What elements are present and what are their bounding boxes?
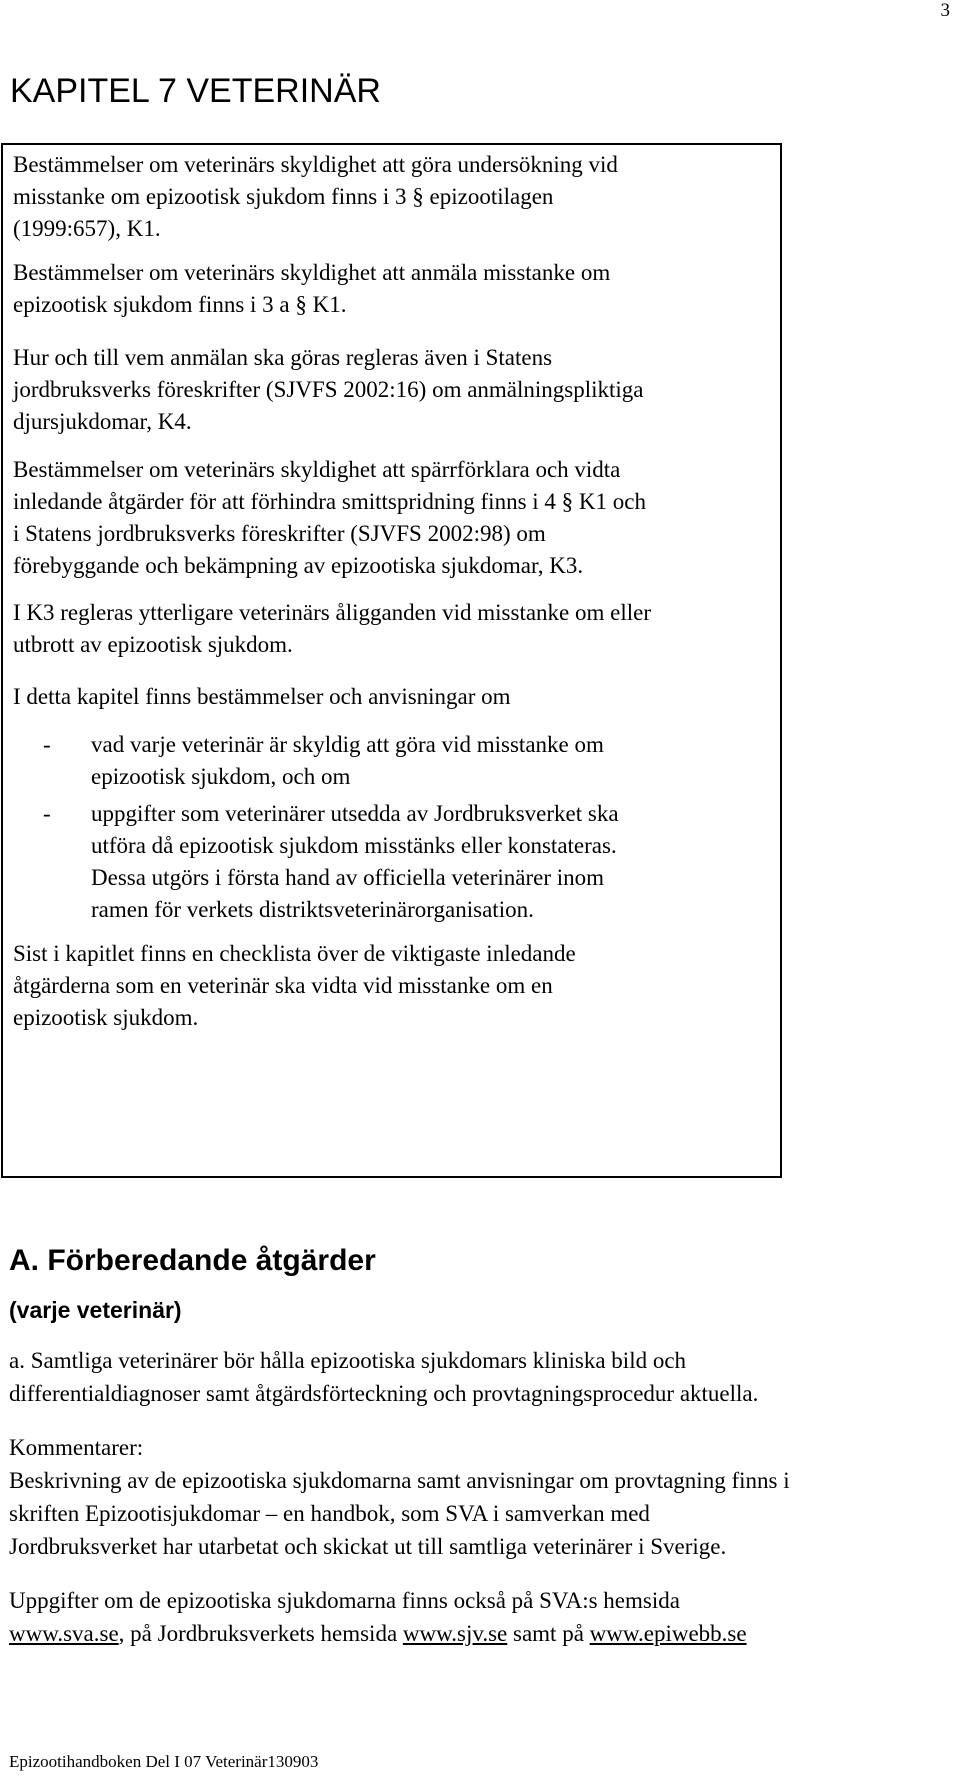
text-line: Bestämmelser om veterinärs skyldighet att spärrförklara och vidta	[13, 457, 621, 482]
text-line: a. Samtliga veterinärer bör hålla epizootiska sjukdomars kliniska bild och	[9, 1348, 687, 1373]
page-footer: Epizootihandboken Del I 07 Veterinär130903	[9, 1752, 319, 1771]
paragraph-a	[9, 1344, 954, 1410]
text-line: utföra då epizootisk sjukdom misstänks eller konstateras.	[91, 833, 617, 858]
text-line: Beskrivning av de epizootiska sjukdomarna samt anvisningar om provtagning finns i	[9, 1468, 790, 1493]
intro-paragraph-notification	[13, 257, 773, 321]
text-line: djursjukdomar, K4.	[13, 409, 192, 434]
text-line: Sist i kapitlet finns en checklista över de viktigaste inledande	[13, 941, 576, 966]
list-item	[91, 729, 771, 793]
list-dash: -	[43, 801, 51, 826]
intro-paragraph-regulations	[13, 342, 773, 438]
chapter-title: KAPITEL 7 VETERINÄR	[10, 72, 381, 110]
link-epiwebb[interactable]: www.epiwebb.se	[589, 1621, 747, 1646]
text-line: differentialdiagnoser samt åtgärdsförteckning och provtagningsprocedur aktuella.	[9, 1381, 759, 1406]
text-line: skriften Epizootisjukdomar – en handbok, som SVA i samverkan med	[9, 1501, 650, 1526]
text-line: utbrott av epizootisk sjukdom.	[13, 632, 293, 657]
intro-box	[1, 143, 782, 1178]
websites-paragraph	[9, 1584, 954, 1650]
text-line: (1999:657), K1.	[13, 216, 161, 241]
intro-paragraph-quarantine	[13, 454, 773, 582]
text-line: uppgifter som veterinärer utsedda av Jordbruksverket ska	[91, 801, 619, 826]
comment-label: Kommentarer:	[9, 1435, 144, 1460]
intro-paragraph-checklist	[13, 938, 773, 1034]
intro-paragraph-examination	[13, 149, 773, 245]
link-sjv[interactable]: www.sjv.se	[402, 1621, 508, 1646]
text-line: misstanke om epizootisk sjukdom finns i 3 § epizootilagen	[13, 184, 554, 209]
text-line: Hur och till vem anmälan ska göras regleras även i Statens	[13, 345, 553, 370]
text-line: Dessa utgörs i första hand av officiella veterinärer inom	[91, 865, 605, 890]
text-line: epizootisk sjukdom finns i 3 a § K1.	[13, 292, 347, 317]
text-line: i Statens jordbruksverks föreskrifter (SJVFS 2002:98) om	[13, 521, 546, 546]
section-heading: A. Förberedande åtgärder	[9, 1244, 376, 1277]
comment-paragraph	[9, 1431, 954, 1563]
list-item	[91, 798, 771, 926]
section-subheading: (varje veterinär)	[9, 1297, 182, 1323]
text-line: epizootisk sjukdom.	[13, 1005, 199, 1030]
text-line: förebyggande och bekämpning av epizootiska sjukdomar, K3.	[13, 553, 584, 578]
text-line: Jordbruksverket har utarbetat och skickat ut till samtliga veterinärer i Sverige.	[9, 1534, 727, 1559]
text-line: Bestämmelser om veterinärs skyldighet att anmäla misstanke om	[13, 260, 611, 285]
text-line: ramen för verkets distriktsveterinärorganisation.	[91, 897, 534, 922]
page-number: 3	[940, 0, 950, 21]
text-line: jordbruksverks föreskrifter (SJVFS 2002:16) om anmälningspliktiga	[13, 377, 644, 402]
text-line: åtgärderna som en veterinär ska vidta vid misstanke om en	[13, 973, 553, 998]
link-sva[interactable]: www.sva.se	[9, 1621, 119, 1646]
intro-paragraph-chapter-contents: I detta kapitel finns bestämmelser och anvisningar om	[13, 684, 511, 709]
intro-paragraph-k3	[13, 597, 773, 661]
text-line: I K3 regleras ytterligare veterinärs åligganden vid misstanke om eller	[13, 600, 652, 625]
text-line: epizootisk sjukdom, och om	[91, 764, 351, 789]
text-line: Bestämmelser om veterinärs skyldighet att göra undersökning vid	[13, 152, 618, 177]
text-fragment: , på Jordbruksverkets hemsida	[118, 1621, 398, 1646]
list-dash: -	[43, 732, 51, 757]
text-line: vad varje veterinär är skyldig att göra vid misstanke om	[91, 732, 604, 757]
text-line: Uppgifter om de epizootiska sjukdomarna finns också på SVA:s hemsida	[9, 1588, 680, 1613]
text-fragment: samt på	[513, 1621, 584, 1646]
text-line: inledande åtgärder för att förhindra smittspridning finns i 4 § K1 och	[13, 489, 646, 514]
